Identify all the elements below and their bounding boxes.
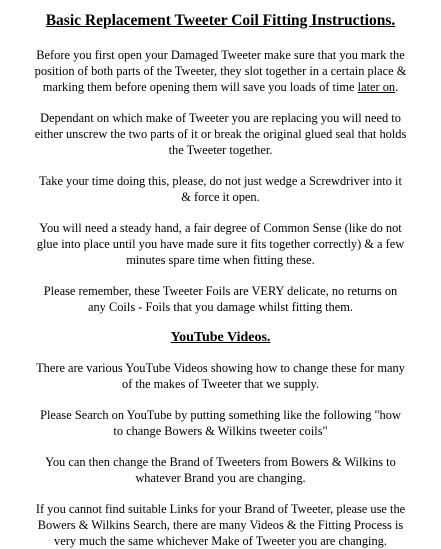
paragraph-line: either unscrew the two parts of it or break the original glued seal that holds [34,127,407,141]
paragraph-line: to change Bowers & Wilkins tweeter coils" [113,424,328,438]
paragraph-line: minutes spare time when fitting these. [126,253,315,267]
paragraph-line: Bowers & Wilkins Search, there are many Videos & the Fitting Process is [37,518,404,532]
paragraph-line: Please remember, these Tweeter Foils are VERY delicate, no returns on [43,284,398,298]
paragraph-line: of the makes of Tweeter that we supply. [122,377,319,391]
document-title: Basic Replacement Tweeter Coil Fitting Instructions. [45,12,396,29]
paragraph-line: Dependant on which make of Tweeter you are replacing you will need to [40,111,401,125]
paragraph-unscrew-or-break [12,110,429,158]
paragraph-mark-position [12,47,429,95]
paragraph-line: & force it open. [181,190,260,204]
paragraph-take-your-time [12,173,429,205]
paragraph-delicate-warning [12,283,429,315]
paragraph-line: There are various YouTube Videos showing how to change these for many [36,361,405,375]
paragraph-line: glue into place until you have made sure it fits together correctly) & a few [36,237,405,251]
paragraph-line: whatever Brand you are changing. [135,471,306,485]
paragraph-line: Please Search on YouTube by putting something like the following "how [40,408,401,422]
paragraph-line: the Tweeter together. [168,143,273,157]
paragraph-line: Take your time doing this, please, do not just wedge a Screwdriver into it [39,174,402,188]
underlined-phrase: later on [357,80,396,94]
paragraph-line [12,79,429,95]
paragraph-line: You will need a steady hand, a fair degree of Common Sense (like do not [39,221,402,235]
paragraph-youtube-videos [12,360,429,392]
paragraph-line-text: marking them before opening them will save you loads of time [42,80,358,94]
paragraph-line: If you cannot find suitable Links for your Brand of Tweeter, please use the [35,502,406,516]
paragraph-line: very much the same whichever Make of Tweeter you are changing. [54,534,387,548]
paragraph-line: You can then change the Brand of Tweeters from Bowers & Wilkins to [45,455,396,469]
paragraph-line: any Coils - Foils that you damage whilst fitting them. [87,300,353,314]
paragraph-steady-hand [12,220,429,268]
paragraph-line: Before you first open your Damaged Tweeter make sure that you mark the [36,48,405,62]
paragraph-line-end: . [395,80,399,94]
paragraph-search-youtube [12,407,429,439]
youtube-heading: YouTube Videos. [170,330,271,345]
paragraph-fallback-search [12,501,429,549]
paragraph-change-brand [12,454,429,486]
paragraph-line: position of both parts of the Tweeter, they slot together in a certain place & [34,64,407,78]
